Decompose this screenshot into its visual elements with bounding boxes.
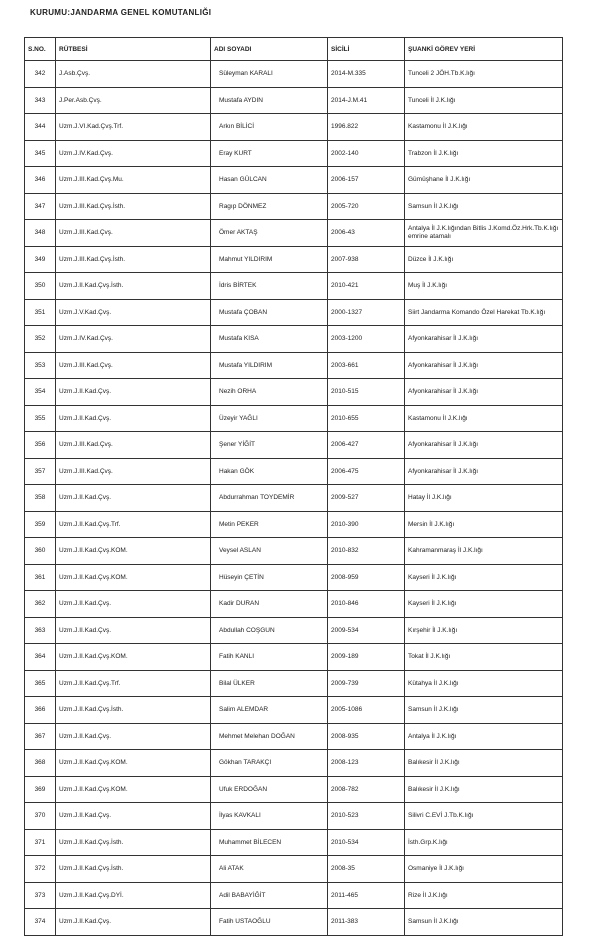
cell-ad: Abdullah COŞGUN xyxy=(211,617,328,644)
cell-gorev: Kayseri İl J.K.lığı xyxy=(405,591,563,618)
cell-rutbe: Uzm.J.II.Kad.Çvş.KOM. xyxy=(56,564,211,591)
cell-gorev: Mersin İl J.K.lığı xyxy=(405,511,563,538)
table-row xyxy=(25,750,563,777)
cell-sn: 348 xyxy=(25,220,56,247)
table-row xyxy=(25,432,563,459)
cell-sicil: 2008-935 xyxy=(328,723,405,750)
cell-gorev: Rize İl J.K.lığı xyxy=(405,882,563,909)
cell-sn: 350 xyxy=(25,273,56,300)
cell-gorev: Afyonkarahisar İl J.K.lığı xyxy=(405,326,563,353)
table-row xyxy=(25,670,563,697)
cell-ad: Muhammet BİLECEN xyxy=(211,829,328,856)
cell-sicil: 2009-189 xyxy=(328,644,405,671)
cell-ad: Ömer AKTAŞ xyxy=(211,220,328,247)
cell-rutbe: Uzm.J.IV.Kad.Çvş. xyxy=(56,326,211,353)
cell-sn: 371 xyxy=(25,829,56,856)
cell-rutbe: Uzm.J.II.Kad.Çvş. xyxy=(56,379,211,406)
cell-gorev: Tokat İl J.K.lığı xyxy=(405,644,563,671)
cell-gorev: Tunceli 2 JÖH.Tb.K.lığı xyxy=(405,61,563,88)
cell-sn: 343 xyxy=(25,87,56,114)
cell-gorev: Kastamonu İl J.K.lığı xyxy=(405,405,563,432)
cell-gorev: Balıkesir İl J.K.lığı xyxy=(405,776,563,803)
table-row xyxy=(25,882,563,909)
cell-sn: 373 xyxy=(25,882,56,909)
cell-rutbe: Uzm.J.II.Kad.Çvş. xyxy=(56,803,211,830)
cell-gorev: Afyonkarahisar İl J.K.lığı xyxy=(405,458,563,485)
cell-sicil: 2010-846 xyxy=(328,591,405,618)
cell-rutbe: Uzm.J.III.Kad.Çvş. xyxy=(56,220,211,247)
table-row xyxy=(25,405,563,432)
cell-ad: Bilal ÜLKER xyxy=(211,670,328,697)
cell-rutbe: Uzm.J.II.Kad.Çvş.Trf. xyxy=(56,511,211,538)
cell-ad: Hüseyin ÇETİN xyxy=(211,564,328,591)
table-row xyxy=(25,326,563,353)
cell-sn: 369 xyxy=(25,776,56,803)
cell-sn: 374 xyxy=(25,909,56,936)
cell-ad: Gökhan TARAKÇI xyxy=(211,750,328,777)
cell-sn: 342 xyxy=(25,61,56,88)
cell-sn: 357 xyxy=(25,458,56,485)
cell-rutbe: Uzm.J.II.Kad.Çvş. xyxy=(56,617,211,644)
cell-sicil: 2003-1200 xyxy=(328,326,405,353)
cell-sicil: 2010-390 xyxy=(328,511,405,538)
cell-rutbe: Uzm.J.III.Kad.Çvş. xyxy=(56,432,211,459)
table-row xyxy=(25,697,563,724)
cell-gorev: Kütahya İl J.K.lığı xyxy=(405,670,563,697)
table-row xyxy=(25,61,563,88)
cell-ad: Metin PEKER xyxy=(211,511,328,538)
cell-sicil: 1996.822 xyxy=(328,114,405,141)
cell-sn: 353 xyxy=(25,352,56,379)
cell-ad: Mustafa ÇOBAN xyxy=(211,299,328,326)
cell-rutbe: Uzm.J.II.Kad.Çvş. xyxy=(56,723,211,750)
cell-ad: Veysel ASLAN xyxy=(211,538,328,565)
cell-sn: 364 xyxy=(25,644,56,671)
cell-sicil: 2014-M.335 xyxy=(328,61,405,88)
table-row xyxy=(25,458,563,485)
cell-sicil: 2011-383 xyxy=(328,909,405,936)
cell-gorev: Samsun İl J.K.lığı xyxy=(405,697,563,724)
cell-sn: 368 xyxy=(25,750,56,777)
cell-rutbe: Uzm.J.II.Kad.Çvş.KOM. xyxy=(56,776,211,803)
table-row xyxy=(25,140,563,167)
cell-sicil: 2010-523 xyxy=(328,803,405,830)
cell-sn: 359 xyxy=(25,511,56,538)
cell-sn: 367 xyxy=(25,723,56,750)
table-row xyxy=(25,511,563,538)
cell-sn: 365 xyxy=(25,670,56,697)
cell-sicil: 2010-515 xyxy=(328,379,405,406)
cell-gorev: Afyonkarahisar İl J.K.lığı xyxy=(405,432,563,459)
cell-gorev: Kayseri İl J.K.lığı xyxy=(405,564,563,591)
cell-ad: Nezih ORHA xyxy=(211,379,328,406)
cell-gorev: Afyonkarahisar İl J.K.lığı xyxy=(405,352,563,379)
cell-sicil: 2014-J.M.41 xyxy=(328,87,405,114)
cell-rutbe: Uzm.J.II.Kad.Çvş. xyxy=(56,405,211,432)
table-row xyxy=(25,803,563,830)
header-row xyxy=(25,38,563,61)
cell-rutbe: J.Asb.Çvş. xyxy=(56,61,211,88)
cell-sicil: 2009-534 xyxy=(328,617,405,644)
table-row xyxy=(25,564,563,591)
cell-gorev: Gümüşhane İl J.K.lığı xyxy=(405,167,563,194)
table-row xyxy=(25,114,563,141)
cell-sicil: 2007-938 xyxy=(328,246,405,273)
table-row xyxy=(25,723,563,750)
cell-sn: 352 xyxy=(25,326,56,353)
cell-ad: Eray KURT xyxy=(211,140,328,167)
cell-ad: Hakan GÖK xyxy=(211,458,328,485)
cell-sn: 355 xyxy=(25,405,56,432)
cell-gorev: Afyonkarahisar İl J.K.lığı xyxy=(405,379,563,406)
cell-rutbe: Uzm.J.IV.Kad.Çvş. xyxy=(56,140,211,167)
table-row xyxy=(25,829,563,856)
cell-sicil: 2010-421 xyxy=(328,273,405,300)
cell-gorev: Siirt Jandarma Komando Özel Harekat Tb.K.lığı xyxy=(405,299,563,326)
cell-gorev: Kastamonu İl J.K.lığı xyxy=(405,114,563,141)
cell-sicil: 2006-157 xyxy=(328,167,405,194)
cell-rutbe: J.Per.Asb.Çvş. xyxy=(56,87,211,114)
cell-rutbe: Uzm.J.II.Kad.Çvş.İsth. xyxy=(56,856,211,883)
cell-sicil: 2011-465 xyxy=(328,882,405,909)
cell-rutbe: Uzm.J.II.Kad.Çvş.İsth. xyxy=(56,697,211,724)
cell-sicil: 2003-661 xyxy=(328,352,405,379)
cell-sicil: 2005-720 xyxy=(328,193,405,220)
table-body xyxy=(25,61,563,936)
cell-sn: 366 xyxy=(25,697,56,724)
cell-sicil: 2008-782 xyxy=(328,776,405,803)
table-row xyxy=(25,644,563,671)
cell-sicil: 2009-527 xyxy=(328,485,405,512)
table-row xyxy=(25,538,563,565)
cell-sicil: 2006-475 xyxy=(328,458,405,485)
cell-sicil: 2002-140 xyxy=(328,140,405,167)
cell-gorev: Kırşehir İl J.K.lığı xyxy=(405,617,563,644)
cell-sn: 354 xyxy=(25,379,56,406)
cell-sicil: 2008-35 xyxy=(328,856,405,883)
cell-ad: Abdurrahman TOYDEMİR xyxy=(211,485,328,512)
cell-rutbe: Uzm.J.III.Kad.Çvş.İsth. xyxy=(56,193,211,220)
cell-rutbe: Uzm.J.II.Kad.Çvş. xyxy=(56,591,211,618)
cell-rutbe: Uzm.J.II.Kad.Çvş.İsth. xyxy=(56,829,211,856)
cell-sn: 344 xyxy=(25,114,56,141)
table-row xyxy=(25,273,563,300)
cell-rutbe: Uzm.J.II.Kad.Çvş.KOM. xyxy=(56,644,211,671)
cell-sn: 356 xyxy=(25,432,56,459)
cell-rutbe: Uzm.J.II.Kad.Çvş.DYİ. xyxy=(56,882,211,909)
page-title: KURUMU:JANDARMA GENEL KOMUTANLIĞI xyxy=(30,8,212,17)
cell-rutbe: Uzm.J.III.Kad.Çvş.Mu. xyxy=(56,167,211,194)
personnel-table xyxy=(24,37,563,936)
cell-gorev: Silivri C.EVİ J.Tb.K.lığı xyxy=(405,803,563,830)
cell-sicil: 2009-739 xyxy=(328,670,405,697)
cell-sn: 349 xyxy=(25,246,56,273)
table-row xyxy=(25,909,563,936)
cell-gorev: Samsun İl J.K.lığı xyxy=(405,909,563,936)
table-row xyxy=(25,193,563,220)
cell-gorev: İsth.Grp.K.lığı xyxy=(405,829,563,856)
cell-gorev: Düzce İl J.K.lığı xyxy=(405,246,563,273)
cell-sicil: 2008-123 xyxy=(328,750,405,777)
cell-rutbe: Uzm.J.VI.Kad.Çvş.Trf. xyxy=(56,114,211,141)
cell-ad: Fatih KANLI xyxy=(211,644,328,671)
cell-ad: Fatih USTAOĞLU xyxy=(211,909,328,936)
column-header-gorev: ŞUANKİ GÖREV YERİ xyxy=(405,38,563,61)
column-header-sno: S.NO. xyxy=(25,38,56,61)
table-row xyxy=(25,352,563,379)
table-row xyxy=(25,856,563,883)
table-row xyxy=(25,167,563,194)
table-row xyxy=(25,591,563,618)
cell-rutbe: Uzm.J.III.Kad.Çvş. xyxy=(56,458,211,485)
cell-rutbe: Uzm.J.II.Kad.Çvş. xyxy=(56,909,211,936)
cell-sn: 363 xyxy=(25,617,56,644)
cell-sn: 362 xyxy=(25,591,56,618)
cell-ad: Salim ALEMDAR xyxy=(211,697,328,724)
cell-gorev: Muş İl J.K.lığı xyxy=(405,273,563,300)
cell-gorev: Kahramanmaraş İl J.K.lığı xyxy=(405,538,563,565)
cell-sn: 346 xyxy=(25,167,56,194)
table-row xyxy=(25,220,563,247)
cell-ad: İlyas KAVKALI xyxy=(211,803,328,830)
cell-ad: Ufuk ERDOĞAN xyxy=(211,776,328,803)
column-header-ad: ADI SOYADI xyxy=(211,38,328,61)
cell-sn: 347 xyxy=(25,193,56,220)
cell-ad: Mustafa AYDIN xyxy=(211,87,328,114)
cell-gorev: Samsun İl J.K.lığı xyxy=(405,193,563,220)
cell-rutbe: Uzm.J.II.Kad.Çvş.Trf. xyxy=(56,670,211,697)
column-header-sicil: SİCİLİ xyxy=(328,38,405,61)
column-header-rutbe: RÜTBESİ xyxy=(56,38,211,61)
cell-ad: Ali ATAK xyxy=(211,856,328,883)
cell-ad: Arkın BİLİCİ xyxy=(211,114,328,141)
cell-sn: 358 xyxy=(25,485,56,512)
cell-ad: Ragıp DÖNMEZ xyxy=(211,193,328,220)
table-row xyxy=(25,776,563,803)
table-row xyxy=(25,87,563,114)
cell-sn: 372 xyxy=(25,856,56,883)
cell-ad: Kadir DURAN xyxy=(211,591,328,618)
cell-ad: Mustafa YILDIRIM xyxy=(211,352,328,379)
cell-ad: Üzeyir YAĞLI xyxy=(211,405,328,432)
table-row xyxy=(25,485,563,512)
cell-sicil: 2005-1086 xyxy=(328,697,405,724)
cell-sn: 370 xyxy=(25,803,56,830)
cell-gorev: Balıkesir İl J.K.lığı xyxy=(405,750,563,777)
cell-ad: Süleyman KARALI xyxy=(211,61,328,88)
cell-rutbe: Uzm.J.V.Kad.Çvş. xyxy=(56,299,211,326)
cell-ad: Şener YİĞİT xyxy=(211,432,328,459)
cell-ad: Mahmut YILDIRIM xyxy=(211,246,328,273)
cell-sn: 360 xyxy=(25,538,56,565)
cell-ad: İdris BİRTEK xyxy=(211,273,328,300)
cell-rutbe: Uzm.J.II.Kad.Çvş.İsth. xyxy=(56,273,211,300)
cell-sicil: 2010-655 xyxy=(328,405,405,432)
cell-sicil: 2010-832 xyxy=(328,538,405,565)
cell-sicil: 2000-1327 xyxy=(328,299,405,326)
cell-ad: Hasan GÜLCAN xyxy=(211,167,328,194)
cell-sicil: 2006-427 xyxy=(328,432,405,459)
table-row xyxy=(25,299,563,326)
cell-gorev: Hatay İl J.K.lığı xyxy=(405,485,563,512)
cell-sicil: 2006-43 xyxy=(328,220,405,247)
cell-gorev: Osmaniye İl J.K.lığı xyxy=(405,856,563,883)
cell-ad: Mustafa KISA xyxy=(211,326,328,353)
table-row xyxy=(25,617,563,644)
table-row xyxy=(25,246,563,273)
cell-rutbe: Uzm.J.II.Kad.Çvş. xyxy=(56,485,211,512)
cell-sicil: 2008-959 xyxy=(328,564,405,591)
cell-gorev: Antalya İl J.K.lığından Bitlis J.Komd.Öz.Hrk.Tb.K.lığı emrine atamalı xyxy=(405,220,563,247)
cell-sn: 361 xyxy=(25,564,56,591)
cell-rutbe: Uzm.J.II.Kad.Çvş.KOM. xyxy=(56,750,211,777)
cell-sicil: 2010-534 xyxy=(328,829,405,856)
cell-gorev: Tunceli İl J.K.lığı xyxy=(405,87,563,114)
table-header xyxy=(25,38,563,61)
cell-ad: Adil BABAYİĞİT xyxy=(211,882,328,909)
cell-sn: 345 xyxy=(25,140,56,167)
cell-rutbe: Uzm.J.III.Kad.Çvş. xyxy=(56,352,211,379)
cell-gorev: Antalya İl J.K.lığı xyxy=(405,723,563,750)
cell-rutbe: Uzm.J.II.Kad.Çvş.KOM. xyxy=(56,538,211,565)
cell-ad: Mehmet Melehan DOĞAN xyxy=(211,723,328,750)
cell-gorev: Trabzon İl J.K.lığı xyxy=(405,140,563,167)
cell-sn: 351 xyxy=(25,299,56,326)
table-row xyxy=(25,379,563,406)
cell-rutbe: Uzm.J.III.Kad.Çvş.İsth. xyxy=(56,246,211,273)
